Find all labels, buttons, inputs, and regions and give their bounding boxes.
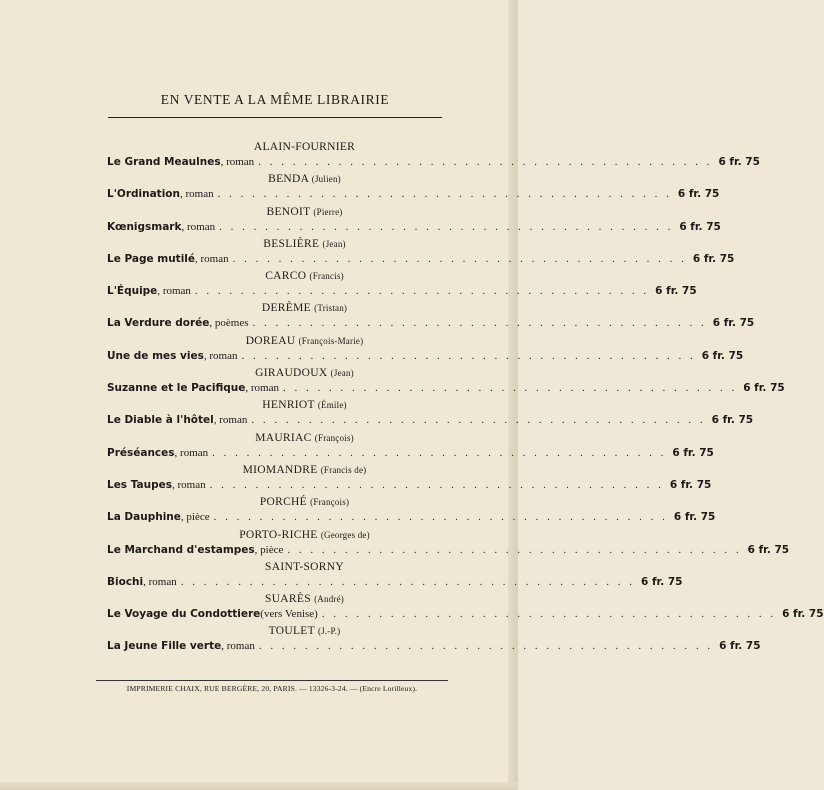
- book-list-item: [107, 269, 697, 301]
- author-given-name: (Francis): [309, 271, 344, 282]
- book-genre: , pièce: [180, 511, 210, 524]
- book-price: 6 fr. 75: [719, 640, 761, 653]
- author-surname: SAINT-SORNY: [265, 560, 344, 573]
- author-surname: PORTO-RICHE: [239, 528, 318, 541]
- author-surname: MIOMANDRE: [242, 463, 318, 476]
- dot-leader: . . . . . . . . . . . . . . . . . . . . . . . . . . . . . . . . . . . . . . . .: [213, 511, 668, 524]
- book-genre: , roman: [171, 478, 206, 491]
- book-title-line: [107, 284, 697, 298]
- book-title-line: [107, 639, 761, 653]
- author-given-name: (J.-P.): [317, 626, 341, 637]
- book-title: Biochi: [107, 575, 144, 588]
- book-title: Le Page mutilé: [107, 252, 196, 265]
- author-given-name: (Pierre): [313, 206, 343, 217]
- author-name: [107, 528, 442, 543]
- book-title-line: [107, 575, 683, 589]
- author-name: [107, 560, 442, 575]
- book-title-line: [107, 252, 735, 266]
- author-surname: DOREAU: [245, 334, 296, 347]
- dot-leader: . . . . . . . . . . . . . . . . . . . . . . . . . . . . . . . . . . . . . . . .: [232, 252, 687, 265]
- book-price: 6 fr. 75: [782, 608, 824, 621]
- book-title: Suzanne et le Pacifique: [107, 382, 246, 395]
- author-given-name: (François): [314, 432, 354, 443]
- book-genre: , roman: [157, 285, 191, 298]
- book-title-line: [107, 155, 760, 169]
- author-surname: ALAIN-FOURNIER: [253, 141, 356, 153]
- author-name: [107, 592, 442, 607]
- book-title: La Jeune Fille verte: [107, 640, 222, 653]
- author-given-name: (Francis de): [320, 464, 367, 475]
- book-title-line: [107, 607, 824, 621]
- book-genre: , pièce: [254, 543, 284, 556]
- dot-leader: . . . . . . . . . . . . . . . . . . . . . . . . . . . . . . . . . . . . . . . .: [194, 285, 650, 298]
- book-genre: , roman: [195, 252, 229, 265]
- author-name: [107, 334, 442, 349]
- book-list-item: [107, 205, 721, 237]
- book-title: La Dauphine: [107, 511, 181, 524]
- author-given-name: (Julien): [311, 174, 341, 185]
- book-title-line: [107, 446, 714, 460]
- book-price: 6 fr. 75: [743, 382, 785, 395]
- author-name: [107, 237, 442, 252]
- book-title-line: [107, 543, 790, 557]
- author-name: [107, 140, 442, 155]
- dot-leader: . . . . . . . . . . . . . . . . . . . . . . . . . . . . . . . . . . . . . . . .: [217, 188, 672, 201]
- book-list-item: [107, 495, 716, 527]
- book-title-line: [107, 316, 755, 330]
- author-name: [107, 398, 442, 413]
- book-title: L'Équipe: [107, 285, 158, 298]
- book-list-item: [107, 624, 761, 656]
- author-name: [107, 495, 442, 510]
- author-surname: SUARÈS: [265, 593, 311, 606]
- author-surname: BESLIÈRE: [263, 237, 320, 250]
- book-genre: , roman: [220, 156, 255, 168]
- book-title: Kœnigsmark: [107, 220, 182, 233]
- book-list-item: [107, 463, 712, 495]
- book-title: Les Taupes: [107, 478, 172, 491]
- dot-leader: . . . . . . . . . . . . . . . . . . . . . . . . . . . . . . . . . . . . . . . .: [180, 575, 635, 588]
- dot-leader: . . . . . . . . . . . . . . . . . . . . . . . . . . . . . . . . . . . . . . . .: [209, 478, 664, 491]
- author-surname: MAURIAC: [255, 431, 312, 444]
- book-list-item: [107, 431, 714, 463]
- book-title: Le Grand Meaulnes: [107, 156, 221, 168]
- author-surname: HENRIOT: [262, 399, 315, 412]
- heading-divider: [108, 117, 442, 118]
- book-price: 6 fr. 75: [640, 575, 683, 588]
- author-surname: BENDA: [268, 173, 309, 186]
- book-price: 6 fr. 75: [692, 252, 735, 265]
- book-title-line: [107, 510, 716, 524]
- author-given-name: (François-Marie): [298, 335, 364, 346]
- author-given-name: (Georges de): [320, 529, 370, 540]
- book-genre: , roman: [221, 640, 255, 653]
- book-price: 6 fr. 75: [747, 543, 790, 556]
- dot-leader: . . . . . . . . . . . . . . . . . . . . . . . . . . . . . . . . . . . . . . . .: [282, 382, 738, 395]
- book-genre: , roman: [245, 382, 279, 395]
- book-list-item: [107, 398, 754, 430]
- author-name: [107, 366, 442, 381]
- book-title-line: [107, 187, 720, 201]
- author-name: [107, 624, 442, 639]
- book-price: 6 fr. 75: [679, 220, 721, 233]
- book-list-item: [107, 334, 744, 366]
- book-list-item: [107, 560, 683, 592]
- author-name: [107, 463, 442, 478]
- page-heading: EN VENTE A LA MÊME LIBRAIRIE: [160, 92, 390, 107]
- book-genre: (vers Venise): [260, 608, 318, 621]
- book-title-line: [107, 413, 754, 427]
- imprint-divider: [96, 680, 448, 681]
- book-genre: , roman: [143, 575, 177, 588]
- dot-leader: . . . . . . . . . . . . . . . . . . . . . . . . . . . . . . . . . . . . . . . .: [321, 608, 777, 621]
- dot-leader: . . . . . . . . . . . . . . . . . . . . . . . . . . . . . . . . . . . . . . . .: [219, 220, 674, 233]
- book-price: 6 fr. 75: [677, 188, 720, 201]
- author-surname: GIRAUDOUX: [255, 367, 328, 380]
- author-given-name: (Jean): [330, 368, 354, 379]
- book-list-item: [107, 172, 720, 204]
- book-price: 6 fr. 75: [669, 478, 712, 491]
- book-title: Préséances: [107, 446, 175, 459]
- author-given-name: (Jean): [322, 238, 346, 249]
- book-price: 6 fr. 75: [655, 285, 697, 298]
- dot-leader: . . . . . . . . . . . . . . . . . . . . . . . . . . . . . . . . . . . . . . . .: [251, 414, 706, 427]
- author-given-name: (André): [314, 594, 344, 605]
- book-title: Une de mes vies: [107, 349, 204, 362]
- dot-leader: . . . . . . . . . . . . . . . . . . . . . . . . . . . . . . . . . . . . . . . .: [241, 349, 696, 362]
- book-title-line: [107, 349, 744, 363]
- dot-leader: . . . . . . . . . . . . . . . . . . . . . . . . . . . . . . . . . . . . . . . .: [212, 446, 667, 459]
- author-surname: DERÈME: [261, 302, 311, 315]
- page-edge-bottom: [0, 782, 518, 790]
- dot-leader: . . . . . . . . . . . . . . . . . . . . . . . . . . . . . . . . . . . . . . . .: [258, 156, 713, 168]
- book-title: Le Marchand d'estampes: [107, 543, 255, 556]
- book-genre: , roman: [180, 188, 214, 201]
- book-list-item: [107, 301, 755, 333]
- book-title: L'Ordination: [107, 188, 180, 201]
- book-genre: , roman: [181, 220, 216, 233]
- printer-imprint: IMPRIMERIE CHAIX, RUE BERGÈRE, 20, PARIS. — 13326-3-24. — (Encre Lorilleux).: [126, 684, 418, 693]
- author-name: [107, 431, 442, 446]
- book-list: [107, 140, 824, 657]
- dot-leader: . . . . . . . . . . . . . . . . . . . . . . . . . . . . . . . . . . . . . . . .: [287, 543, 742, 556]
- book-list-item: [107, 237, 735, 269]
- book-title-line: [107, 381, 785, 395]
- book-price: 6 fr. 75: [711, 414, 754, 427]
- author-surname: BENOIT: [266, 205, 311, 218]
- book-list-item: [107, 140, 760, 172]
- book-title-line: [107, 220, 721, 234]
- book-title-line: [107, 478, 712, 492]
- book-genre: , roman: [203, 349, 238, 362]
- book-title: Le Voyage du Condottiere: [107, 608, 261, 621]
- book-list-item: [107, 366, 785, 398]
- book-price: 6 fr. 75: [701, 349, 744, 362]
- author-given-name: (Émile): [317, 400, 347, 411]
- book-price: 6 fr. 75: [672, 446, 714, 459]
- book-price: 6 fr. 75: [712, 317, 755, 330]
- author-surname: PORCHÉ: [259, 496, 307, 509]
- book-title: La Verdure dorée: [107, 317, 210, 330]
- book-list-item: [107, 592, 824, 624]
- book-price: 6 fr. 75: [673, 511, 716, 524]
- author-given-name: (Tristan): [314, 303, 348, 314]
- author-name: [107, 301, 442, 316]
- author-surname: TOULET: [268, 625, 315, 638]
- book-price: 6 fr. 75: [718, 156, 760, 168]
- author-name: [107, 269, 442, 284]
- author-name: [107, 172, 442, 187]
- author-surname: CARCO: [265, 270, 307, 283]
- book-genre: , roman: [174, 446, 209, 459]
- dot-leader: . . . . . . . . . . . . . . . . . . . . . . . . . . . . . . . . . . . . . . . .: [258, 640, 714, 653]
- author-given-name: (François): [310, 497, 350, 508]
- book-title: Le Diable à l'hôtel: [107, 414, 214, 427]
- book-genre: , roman: [213, 414, 248, 427]
- book-list-item: [107, 528, 790, 560]
- author-name: [107, 205, 442, 220]
- dot-leader: . . . . . . . . . . . . . . . . . . . . . . . . . . . . . . . . . . . . . . . .: [252, 317, 707, 330]
- book-genre: , poèmes: [209, 317, 249, 330]
